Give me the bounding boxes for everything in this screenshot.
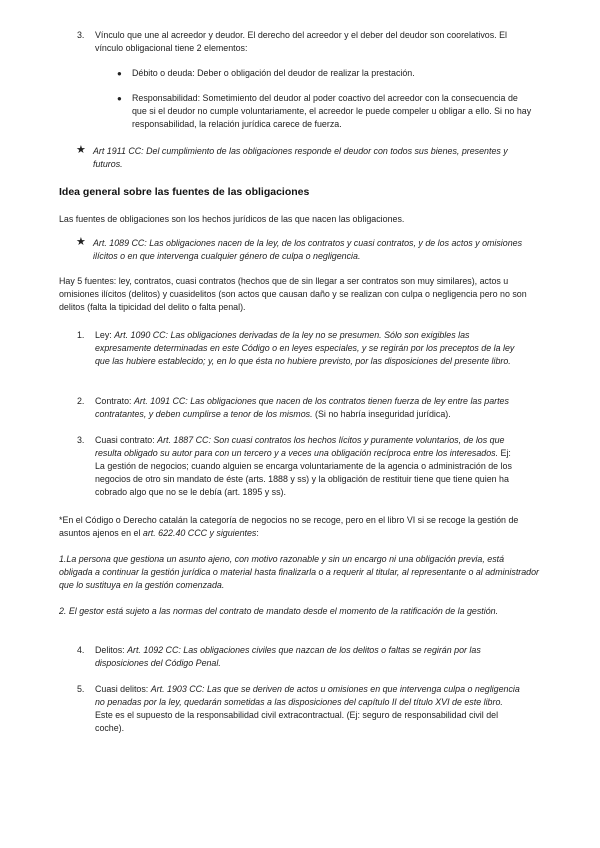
list-number: 1. bbox=[77, 330, 85, 340]
note-text: *En el Código o Derecho catalán la categoría de negocios no se recoge, pero en el libro VI si se recoge la gestión de asuntos ajenos en el bbox=[59, 515, 519, 538]
source-tail: (Si no habría inseguridad jurídica). bbox=[312, 409, 451, 419]
catalan-quote-1: 1.La persona que gestiona un asunto ajeno, con motivo razonable y sin un encargo ni una obligación previa, está obligada a continuar la gestión jurídica o material hasta finalizarla o a requerir al titular, al representante o al administrador que lo sustituya en la gestión comenzada. bbox=[59, 554, 540, 590]
article-text: Art. 1092 CC: Las obligaciones civiles que nazcan de los delitos o faltas se regirán por las disposiciones del Código Penal. bbox=[95, 645, 481, 668]
list-number: 4. bbox=[77, 645, 85, 655]
star-icon: ★ bbox=[76, 144, 86, 156]
bullet-icon: ● bbox=[117, 94, 122, 103]
article-text: Art. 1091 CC: Las obligaciones que nacen de los contratos tienen fuerza de ley entre las partes contratantes, y deben cumplirse a tenor de los mismos. bbox=[95, 396, 509, 419]
source-label: Contrato: bbox=[95, 396, 134, 406]
quote-text: Art 1911 CC: Del cumplimiento de las obligaciones responde el deudor con todos sus bienes, presentes y futuros. bbox=[93, 146, 508, 169]
article-text: Art. 1887 CC: Son cuasi contratos los hechos lícitos y puramente voluntarios, de los que resulta obligado su autor para con un tercero y a veces una obligación recíproca entre los interesados. bbox=[95, 435, 505, 458]
source-tail: Ej: La gestión de negocios; cuando alguien se encarga voluntariamente de la agencia o administración de los negocios de otro sin mandato de éste (arts. 1888 y ss) y la obligación de restituir tiene que tiene quien ha cobrado algo que no se le debía (art. 1895 y ss). bbox=[95, 448, 512, 497]
bullet-item-text: Responsabilidad: Sometimiento del deudor al poder coactivo del acreedor con la consecuencia de que si el deudor no cumple voluntariamente, el acreedor le puede compeler u obligar a ello. Si no hay responsabilidad, la relación jurídica carece de fuerza. bbox=[132, 93, 532, 129]
source-label: Ley: bbox=[95, 330, 115, 340]
source-item bbox=[95, 329, 520, 368]
section-heading: Idea general sobre las fuentes de las obligaciones bbox=[59, 186, 310, 198]
catalan-note bbox=[59, 514, 539, 540]
note-article: art. 622.40 CCC y siguientes bbox=[142, 528, 257, 538]
list-number: 3. bbox=[77, 30, 85, 40]
bullet-icon: ● bbox=[117, 69, 122, 78]
quote-text: Art. 1089 CC: Las obligaciones nacen de la ley, de los contratos y cuasi contratos, y de los actos y omisiones ilícitos o en que intervenga cualquier género de culpa o negligencia. bbox=[93, 238, 523, 261]
list-number: 3. bbox=[77, 435, 85, 445]
star-icon: ★ bbox=[76, 236, 86, 248]
article-text: Art. 1903 CC: Las que se deriven de actos u omisiones en que intervenga culpa o negligencia no penadas por la ley, quedarán sometidas a las disposiciones del capítulo II del título XVI de este libro. bbox=[95, 684, 520, 707]
list-number: 2. bbox=[77, 396, 85, 406]
source-tail: Este es el supuesto de la responsabilidad civil extracontractual. (Ej: seguro de responsabilidad civil del coche). bbox=[95, 710, 499, 733]
note-tail: : bbox=[256, 528, 259, 538]
source-item bbox=[95, 395, 520, 421]
source-label: Delitos: bbox=[95, 645, 128, 655]
source-item bbox=[95, 644, 520, 670]
list-item-text: Vínculo que une al acreedor y deudor. El derecho del acreedor y el deber del deudor son coorelativos. El vínculo obligacional tiene 2 elementos: bbox=[95, 30, 507, 53]
source-label: Cuasi contrato: bbox=[95, 435, 158, 445]
list-number: 5. bbox=[77, 684, 85, 694]
intro-paragraph: Las fuentes de obligaciones son los hechos jurídicos de las que nacen las obligaciones. bbox=[59, 214, 405, 224]
catalan-quote-2: 2. El gestor está sujeto a las normas del contrato de mandato desde el momento de la ratificación de la gestión. bbox=[59, 606, 499, 616]
source-label: Cuasi delitos: bbox=[95, 684, 151, 694]
source-item bbox=[95, 434, 520, 499]
fuentes-paragraph: Hay 5 fuentes: ley, contratos, cuasi contratos (hechos que de sin llegar a ser contratos son muy similares), actos u omisiones ilícitos (delitos) y cuasidelitos (son actos que causan daño y se realizan con culpa o negligencia pero no son delitos (falta la tipicidad del delito o falta penal). bbox=[59, 276, 527, 312]
bullet-item-text: Débito o deuda: Deber o obligación del deudor de realizar la prestación. bbox=[132, 68, 415, 78]
source-item bbox=[95, 683, 520, 735]
article-text: Art. 1090 CC: Las obligaciones derivadas de la ley no se presumen. Sólo son exigibles las expresamente determinadas en este Código o en leyes especiales, y se regirán por los preceptos de la ley que las hubiere establecido; y, en lo que ésta no hubiere previsto, por las disposiciones del presente libro. bbox=[95, 330, 515, 366]
